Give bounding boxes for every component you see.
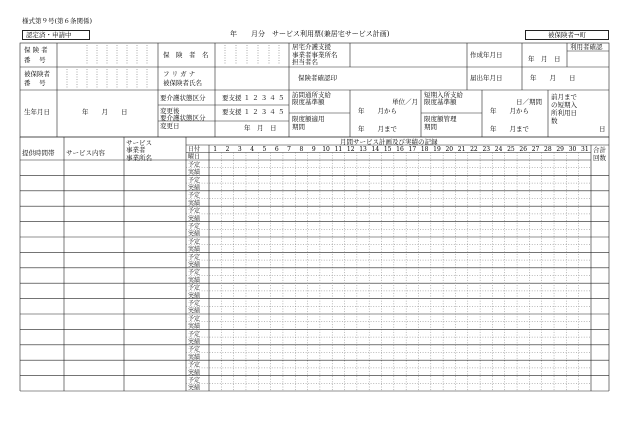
care-level-label: 要介護状態区分 [160,94,206,102]
care-office-label-2: 事業者事業所名 [292,50,338,59]
day-12: 12 [346,145,355,153]
change-date-ymd: 年 月 日 [244,124,277,132]
plan-label-5: 予定 [188,223,201,230]
change-level-label: 要介護状態区分 [160,114,206,122]
short-limit-label-2: 限度基準額 [424,98,457,106]
prev-month-label-3: 所利用日 [551,109,577,117]
form-number: 様式第９号(第６条関係) [22,17,93,25]
actual-label-5: 実績 [188,230,201,238]
actual-label-3: 実績 [188,199,201,207]
plan-label-1: 予定 [188,161,201,169]
day-24: 24 [494,145,503,153]
day-1: 1 [213,145,218,153]
day-31: 31 [581,145,589,153]
day-18: 18 [420,145,429,153]
created-date-label: 作成年月日 [470,51,503,59]
period-to: 年 月まで [358,125,397,133]
manage-to: 年 月まで [490,125,529,133]
plan-label-14: 予定 [188,361,201,369]
plan-label-4: 予定 [188,207,201,215]
total-count-label-1: 合計 [593,146,606,154]
col-provider-header-3: 事業所名 [126,154,152,162]
notify-date-label: 届出年月日 [470,74,503,82]
limit-period-label-2: 期間 [292,123,305,131]
day-8: 8 [299,145,304,153]
plan-label-3: 予定 [188,192,201,200]
form-title: 年 月分 サービス利用票(兼居宅サービス計画) [230,30,390,38]
day-28: 28 [544,145,552,153]
prev-month-label-1: 前月まで [551,93,577,101]
day-26: 26 [519,145,528,153]
day-period-label: 日／期間 [516,98,542,106]
plan-label-9: 予定 [188,284,201,292]
actual-label-8: 実績 [188,276,201,284]
user-confirm-label: 利用者確認 [570,42,603,51]
actual-label-14: 実績 [188,369,201,377]
plan-label-6: 予定 [188,238,201,246]
insurer-box: 被保険者→町 [525,30,609,40]
plan-label-11: 予定 [188,315,201,323]
day-7: 7 [287,145,292,153]
birth-date-ymd: 年 月 日 [82,108,128,116]
visit-limit-label-2: 限度基準額 [292,98,325,106]
plan-label-8: 予定 [188,269,201,277]
actual-label-12: 実績 [188,338,201,346]
day-2: 2 [225,145,230,153]
furigana-label: フ リ ガ ナ [163,70,196,78]
short-limit-label-1: 短期入所支給 [424,91,463,99]
insured-number-label-2: 番 号 [24,56,46,64]
plan-label-10: 予定 [188,300,201,307]
total-count-label-2: 回数 [593,154,606,162]
day-6: 6 [274,145,279,153]
period-from: 年 月から [358,107,397,115]
day-25: 25 [507,145,515,153]
beneficiary-name-label: 被保険者氏名 [163,79,202,87]
prev-month-day-unit: 日 [599,125,606,133]
day-22: 22 [470,145,478,153]
weekday-label: 曜日 [188,153,201,161]
day-9: 9 [311,145,316,153]
day-16: 16 [396,145,404,153]
actual-label-2: 実績 [188,184,201,192]
care-office-label-1: 居宅介護支援 [292,43,331,51]
plan-label-2: 予定 [188,176,201,184]
limit-period-label-1: 限度額適用 [292,115,325,123]
visit-limit-label-1: 訪問通所支給 [292,91,331,99]
day-29: 29 [556,145,565,153]
day-19: 19 [433,145,441,153]
schedule-title: 月間サービス計画及び実績の記録 [340,138,438,146]
actual-label-10: 実績 [188,307,201,315]
day-30: 30 [568,145,577,153]
care-level-value: 要支援 １ ２ ３ ４ ５ [222,94,285,102]
actual-label-4: 実績 [188,215,201,223]
actual-label-13: 実績 [188,353,201,361]
actual-label-7: 実績 [188,261,201,269]
day-21: 21 [457,145,466,153]
day-10: 10 [322,145,330,153]
day-15: 15 [383,145,392,153]
col-provider-header-1: サービス [126,138,152,147]
day-11: 11 [334,145,343,153]
day-23: 23 [482,145,491,153]
col-provider-header-2: 事業者 [126,146,146,154]
col-time-header: 提供時間帯 [22,149,55,157]
insurer-seal-label: 保険者確認印 [298,74,337,82]
day-5: 5 [262,145,267,153]
care-level-value-2: 要支援 １ ２ ３ ４ ５ [222,108,285,116]
actual-label-11: 実績 [188,323,201,331]
insured-number-label-1: 保 険 者 [24,46,48,54]
actual-label-6: 実績 [188,246,201,254]
day-13: 13 [359,145,367,153]
prev-month-label-4: 数 [551,117,558,125]
limit-manage-label-1: 限度額管理 [424,115,457,123]
plan-label-13: 予定 [188,346,201,354]
plan-label-15: 予定 [188,377,201,384]
beneficiary-number-label-1: 被保険者 [24,70,50,78]
day-20: 20 [445,145,454,153]
limit-manage-label-2: 期間 [424,123,437,131]
day-17: 17 [408,145,417,153]
actual-label-9: 実績 [188,292,201,300]
created-date-ymd: 年 月 日 [528,55,561,63]
care-office-label-3: 担当者名 [292,58,318,66]
plan-label-12: 予定 [188,330,201,338]
unit-month-label: 単位／月 [392,98,418,106]
change-date-label: 変更日 [160,122,180,130]
col-service-header: サービス内容 [66,149,105,157]
manage-from: 年 月から [490,107,529,115]
birth-date-label: 生年月日 [24,108,50,116]
day-27: 27 [531,145,540,153]
day-14: 14 [371,145,380,153]
notify-date-ymd: 年 月 日 [530,74,576,82]
beneficiary-number-label-2: 番 号 [24,79,46,87]
change-after-label: 変更後 [160,107,180,115]
prev-month-label-2: の短期入 [551,101,577,109]
actual-label-1: 実績 [188,169,201,177]
actual-label-15: 実績 [188,384,201,392]
insurer-name-label: 保 険 者 名 [163,51,209,59]
day-3: 3 [237,145,242,153]
plan-label-7: 予定 [188,253,201,261]
date-label: 日付 [188,145,201,153]
status-badge: 認定済・申請中 [22,30,90,40]
day-4: 4 [250,145,255,153]
